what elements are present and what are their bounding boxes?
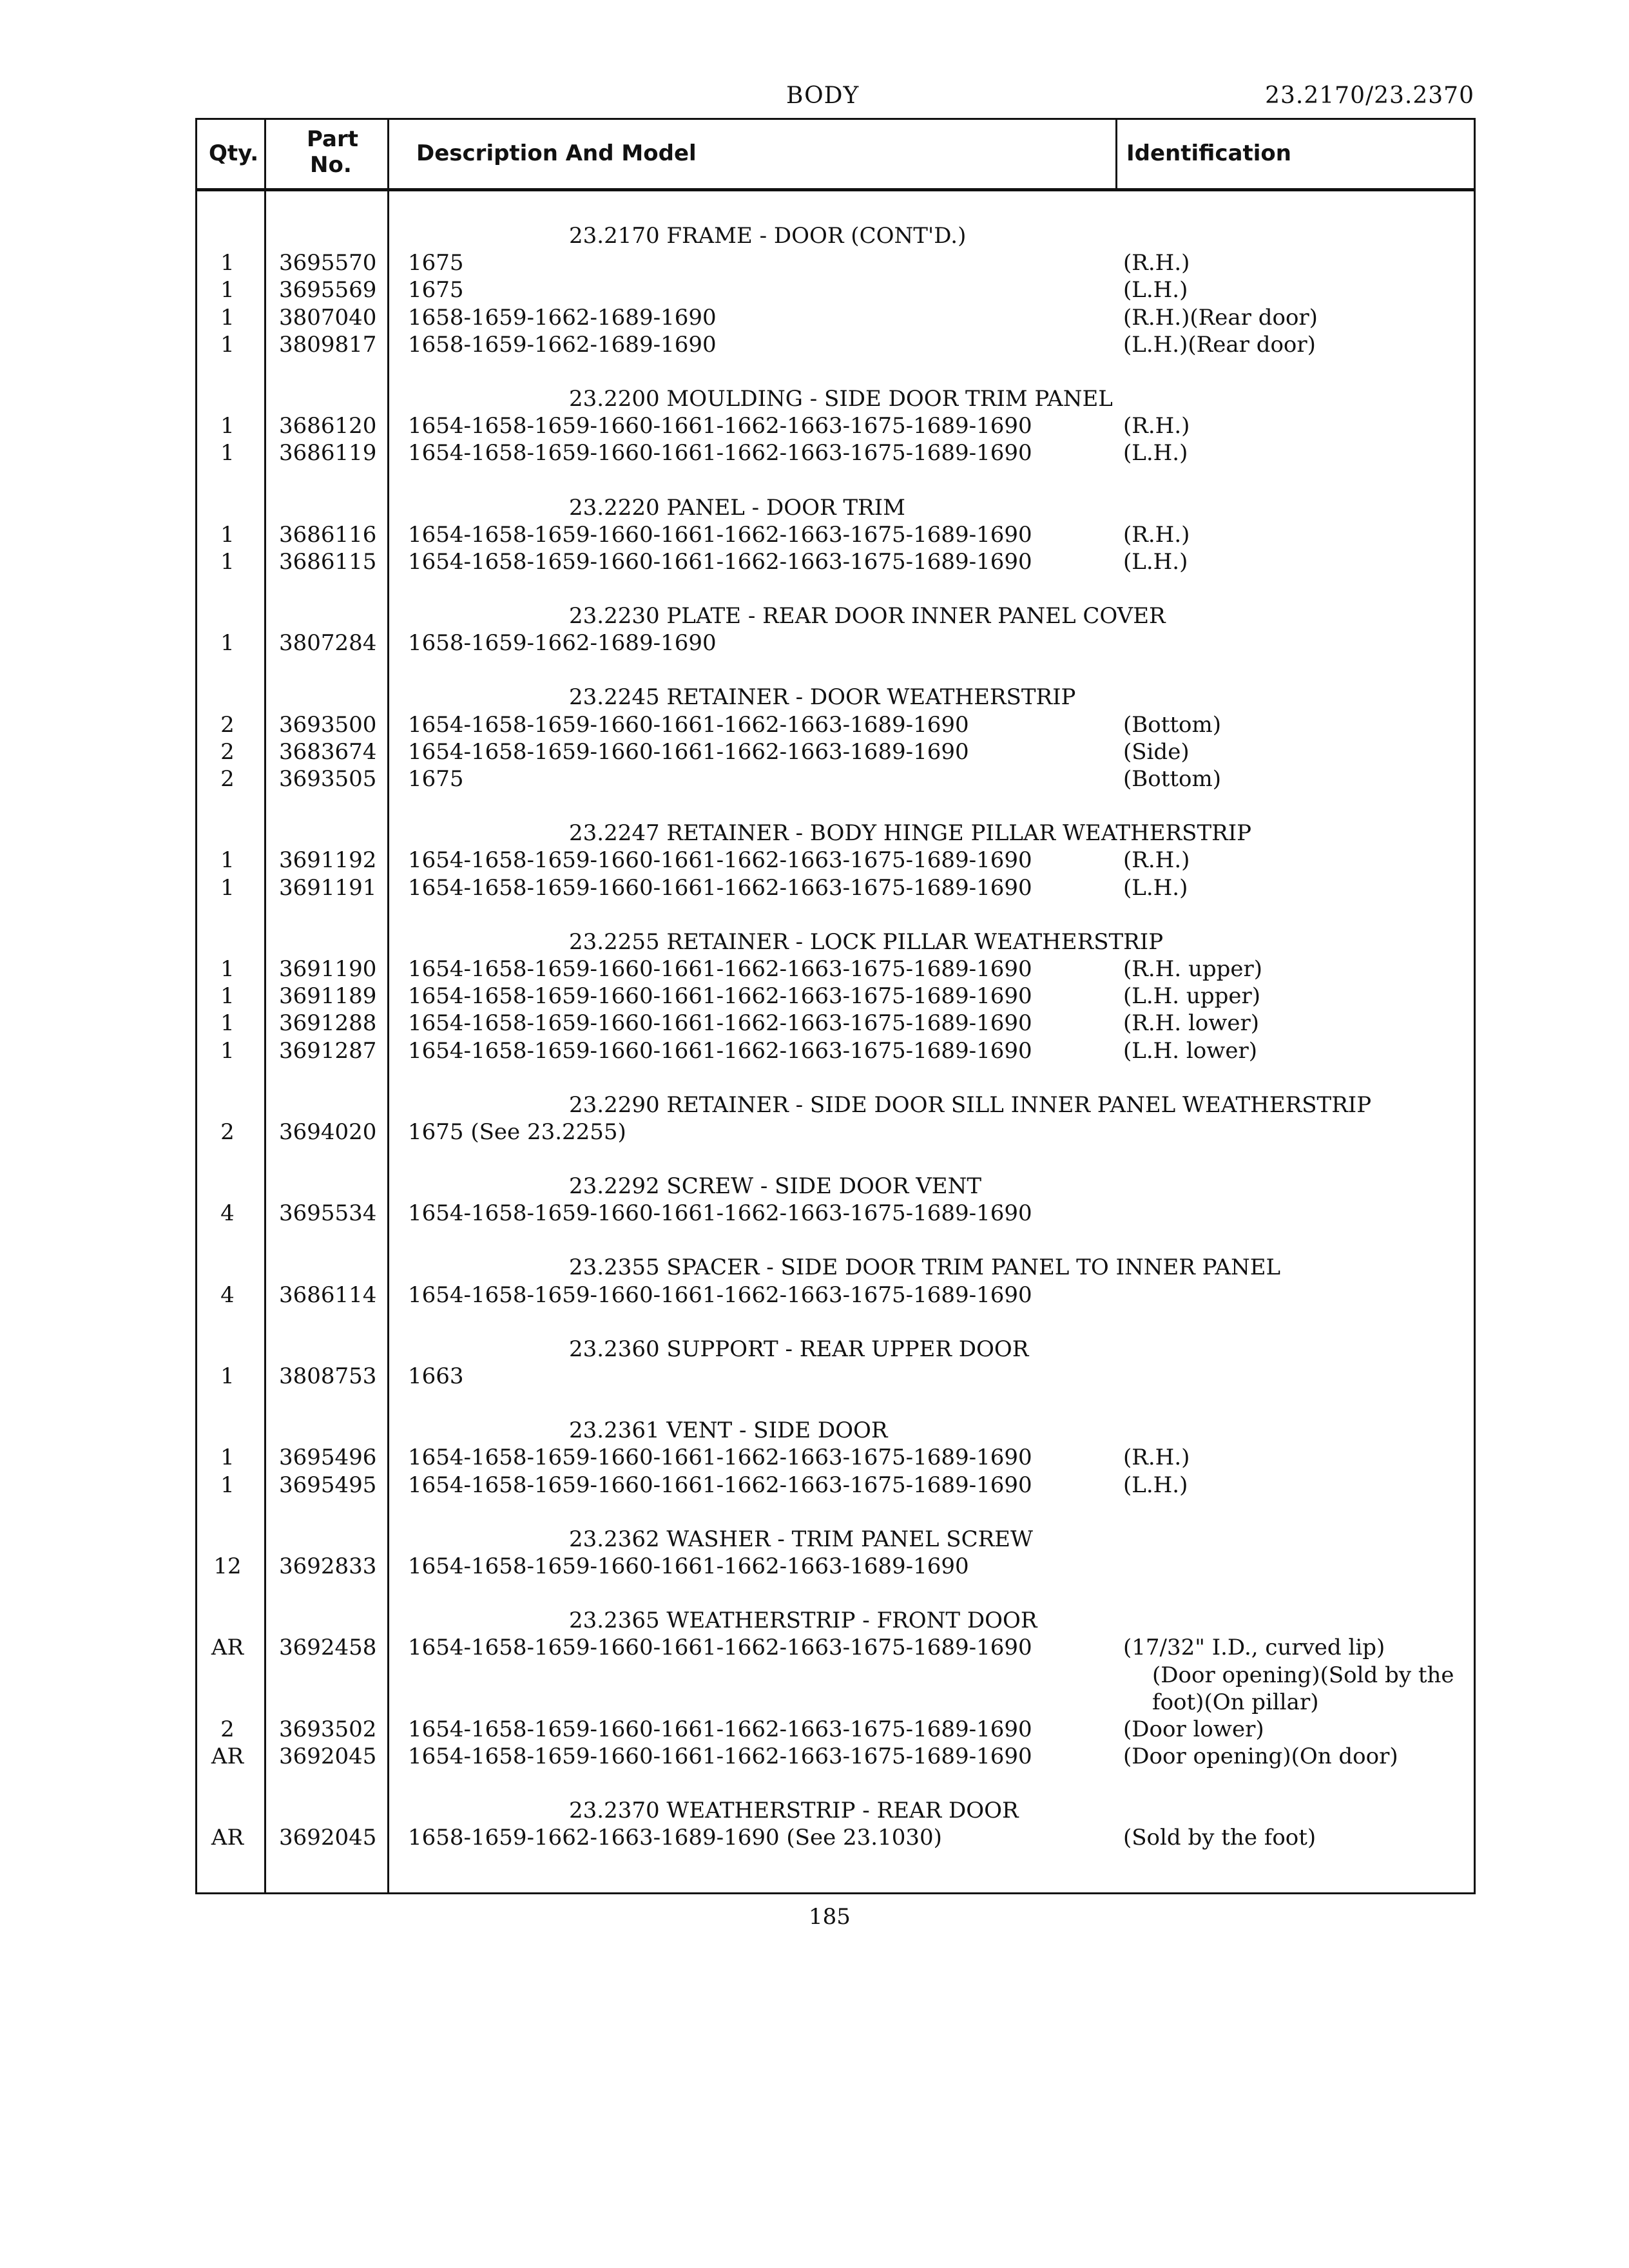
- group-title: 23.2290 RETAINER - SIDE DOOR SILL INNER PANEL WEATHERSTRIP: [569, 1091, 1372, 1118]
- qty-cell: 12: [213, 1553, 242, 1579]
- identification-cell: (L.H. lower): [1123, 1037, 1258, 1064]
- identification-cell: (R.H.): [1123, 847, 1190, 874]
- qty-cell: 4: [220, 1282, 235, 1308]
- part-number-cell: 3695570: [279, 250, 377, 276]
- part-number-cell: 3695495: [279, 1472, 377, 1498]
- description-cell: 1675: [408, 277, 464, 303]
- part-number-cell: 3692458: [279, 1635, 377, 1661]
- part-number-cell: 3693505: [279, 766, 377, 792]
- table-row: [195, 1472, 1476, 1499]
- group-heading: [195, 1526, 1476, 1553]
- description-cell: 1675: [408, 766, 464, 792]
- identification-cell: (17/32" I.D., curved lip): [1123, 1635, 1385, 1661]
- qty-cell: 1: [220, 847, 235, 874]
- part-number-cell: 3692045: [279, 1744, 377, 1770]
- identification-cell: (Side): [1123, 738, 1190, 765]
- table-row: [195, 439, 1476, 466]
- table-row: [195, 1282, 1476, 1309]
- qty-cell: 2: [220, 1119, 235, 1145]
- table-row: [195, 1716, 1476, 1743]
- group-heading: [195, 222, 1476, 249]
- group-heading: [195, 928, 1476, 956]
- description-cell: 1654-1658-1659-1660-1661-1662-1663-1675-1689-1690: [408, 521, 1032, 548]
- description-cell: 1654-1658-1659-1660-1661-1662-1663-1675-1689-1690: [408, 1010, 1032, 1037]
- identification-cell: (R.H.): [1123, 250, 1190, 276]
- group-heading: [195, 385, 1476, 412]
- qty-cell: 1: [220, 1445, 235, 1471]
- identification-cell: (R.H. lower): [1123, 1010, 1260, 1037]
- identification-cell: (Door lower): [1123, 1716, 1264, 1742]
- part-number-cell: 3809817: [279, 331, 377, 358]
- column-header-part-line1: Part: [307, 126, 358, 152]
- description-cell: 1654-1658-1659-1660-1661-1662-1663-1675-1689-1690: [408, 847, 1032, 874]
- part-number-cell: 3693500: [279, 711, 377, 738]
- identification-cell: (Sold by the foot): [1123, 1825, 1316, 1851]
- part-number-cell: 3691287: [279, 1037, 377, 1064]
- description-cell: 1654-1658-1659-1660-1661-1662-1663-1689-1690: [408, 711, 969, 738]
- part-number-cell: 3686119: [279, 440, 377, 466]
- qty-cell: 2: [220, 1716, 235, 1742]
- group-heading: [195, 1173, 1476, 1200]
- identification-cell: (R.H.): [1123, 413, 1190, 439]
- table-row: [195, 1200, 1476, 1227]
- description-cell: 1658-1659-1662-1689-1690: [408, 630, 717, 657]
- qty-cell: 1: [220, 956, 235, 982]
- part-number-cell: 3694020: [279, 1119, 377, 1145]
- table-row: [195, 1037, 1476, 1064]
- group-title: 23.2170 FRAME - DOOR (CONT'D.): [569, 223, 967, 249]
- part-number-cell: 3691190: [279, 956, 377, 982]
- table-row: [195, 874, 1476, 901]
- identification-cell: (L.H.): [1123, 277, 1188, 303]
- qty-cell: 1: [220, 1037, 235, 1064]
- group-title: 23.2355 SPACER - SIDE DOOR TRIM PANEL TO INNER PANEL: [569, 1254, 1281, 1281]
- part-number-cell: 3695496: [279, 1445, 377, 1471]
- table-row: [195, 331, 1476, 358]
- identification-cell: (Bottom): [1123, 711, 1222, 738]
- table-row: [195, 1553, 1476, 1580]
- group-title: 23.2370 WEATHERSTRIP - REAR DOOR: [569, 1798, 1019, 1824]
- part-number-cell: 3691288: [279, 1010, 377, 1037]
- table-row: [195, 1743, 1476, 1770]
- description-cell: 1654-1658-1659-1660-1661-1662-1663-1675-1689-1690: [408, 874, 1032, 901]
- qty-cell: AR: [211, 1744, 244, 1770]
- qty-cell: AR: [211, 1635, 244, 1661]
- table-row: [195, 1444, 1476, 1471]
- table-row: [195, 1824, 1476, 1851]
- table-row: [195, 629, 1476, 657]
- part-number-cell: 3691191: [279, 874, 377, 901]
- group-heading: [195, 1254, 1476, 1281]
- table-row: [195, 847, 1476, 874]
- part-number-cell: 3686115: [279, 548, 377, 575]
- page-section-title: BODY: [786, 82, 860, 109]
- part-number-cell: 3686114: [279, 1282, 377, 1308]
- description-cell: 1658-1659-1662-1689-1690: [408, 331, 717, 358]
- qty-cell: 2: [220, 738, 235, 765]
- part-number-cell: 3807040: [279, 304, 377, 331]
- table-row: [195, 249, 1476, 276]
- qty-cell: 1: [220, 331, 235, 358]
- description-cell: 1675 (See 23.2255): [408, 1119, 626, 1145]
- identification-cell: (R.H.): [1123, 1445, 1190, 1471]
- part-number-cell: 3807284: [279, 630, 377, 657]
- qty-cell: 1: [220, 277, 235, 303]
- group-heading: [195, 1417, 1476, 1444]
- qty-cell: 1: [220, 630, 235, 657]
- description-cell: 1654-1658-1659-1660-1661-1662-1663-1675-1689-1690: [408, 1635, 1032, 1661]
- group-title: 23.2220 PANEL - DOOR TRIM: [569, 494, 905, 521]
- description-cell: 1654-1658-1659-1660-1661-1662-1663-1675-1689-1690: [408, 1744, 1032, 1770]
- identification-cell: (L.H.): [1123, 548, 1188, 575]
- description-cell: 1654-1658-1659-1660-1661-1662-1663-1675-1689-1690: [408, 440, 1032, 466]
- qty-cell: 1: [220, 874, 235, 901]
- table-row: [195, 1634, 1476, 1661]
- identification-cell-continued: foot)(On pillar): [1152, 1689, 1319, 1715]
- group-title: 23.2247 RETAINER - BODY HINGE PILLAR WEATHERSTRIP: [569, 820, 1252, 847]
- description-cell: 1663: [408, 1363, 464, 1389]
- identification-cell: (R.H.): [1123, 521, 1190, 548]
- group-title: 23.2361 VENT - SIDE DOOR: [569, 1418, 888, 1444]
- qty-cell: 2: [220, 766, 235, 792]
- group-heading: [195, 1797, 1476, 1824]
- table-row: [195, 1119, 1476, 1146]
- qty-cell: 1: [220, 1363, 235, 1389]
- header-rule: [197, 188, 1474, 191]
- description-cell: 1654-1658-1659-1660-1661-1662-1663-1689-1690: [408, 738, 969, 765]
- identification-cell: (L.H.)(Rear door): [1123, 331, 1316, 358]
- table-row-continuation: [195, 1662, 1476, 1689]
- table-row-continuation: [195, 1689, 1476, 1716]
- identification-cell: (R.H.)(Rear door): [1123, 304, 1318, 331]
- part-number-cell: 3808753: [279, 1363, 377, 1389]
- qty-cell: 1: [220, 413, 235, 439]
- description-cell: 1654-1658-1659-1660-1661-1662-1663-1675-1689-1690: [408, 1282, 1032, 1308]
- description-cell: 1654-1658-1659-1660-1661-1662-1663-1675-1689-1690: [408, 1037, 1032, 1064]
- qty-cell: AR: [211, 1825, 244, 1851]
- page-section-range: 23.2170/23.2370: [1265, 82, 1474, 109]
- description-cell: 1654-1658-1659-1660-1661-1662-1663-1675-1689-1690: [408, 1200, 1032, 1227]
- part-number-cell: 3695534: [279, 1200, 377, 1227]
- qty-cell: 1: [220, 983, 235, 1010]
- group-title: 23.2365 WEATHERSTRIP - FRONT DOOR: [569, 1608, 1037, 1634]
- group-heading: [195, 602, 1476, 629]
- qty-cell: 1: [220, 521, 235, 548]
- qty-cell: 2: [220, 711, 235, 738]
- table-row: [195, 711, 1476, 738]
- table-row: [195, 1363, 1476, 1390]
- group-title: 23.2292 SCREW - SIDE DOOR VENT: [569, 1173, 982, 1200]
- group-title: 23.2230 PLATE - REAR DOOR INNER PANEL COVER: [569, 603, 1166, 629]
- group-heading: [195, 1607, 1476, 1634]
- part-number-cell: 3691192: [279, 847, 377, 874]
- identification-cell: (L.H. upper): [1123, 983, 1260, 1010]
- group-heading: [195, 820, 1476, 847]
- page-number: 185: [809, 1904, 851, 1930]
- description-cell: 1654-1658-1659-1660-1661-1662-1663-1675-1689-1690: [408, 956, 1032, 982]
- group-heading: [195, 684, 1476, 711]
- qty-cell: 4: [220, 1200, 235, 1227]
- description-cell: 1658-1659-1662-1663-1689-1690 (See 23.1030): [408, 1825, 942, 1851]
- description-cell: 1654-1658-1659-1660-1661-1662-1663-1675-1689-1690: [408, 983, 1032, 1010]
- table-row: [195, 304, 1476, 331]
- part-number-cell: 3693502: [279, 1716, 377, 1742]
- table-row: [195, 765, 1476, 793]
- parts-list: [195, 222, 1476, 1852]
- identification-cell: (L.H.): [1123, 1472, 1188, 1498]
- qty-cell: 1: [220, 304, 235, 331]
- column-header-part-line2: No.: [310, 152, 352, 178]
- qty-cell: 1: [220, 1010, 235, 1037]
- group-heading: [195, 1091, 1476, 1119]
- table-row: [195, 521, 1476, 548]
- table-row: [195, 956, 1476, 983]
- identification-cell: (L.H.): [1123, 874, 1188, 901]
- group-title: 23.2360 SUPPORT - REAR UPPER DOOR: [569, 1336, 1029, 1362]
- identification-cell: (Bottom): [1123, 766, 1222, 792]
- description-cell: 1654-1658-1659-1660-1661-1662-1663-1675-1689-1690: [408, 1472, 1032, 1498]
- description-cell: 1654-1658-1659-1660-1661-1662-1663-1675-1689-1690: [408, 413, 1032, 439]
- column-header-qty: Qty.: [209, 140, 259, 166]
- table-row: [195, 548, 1476, 575]
- part-number-cell: 3692045: [279, 1825, 377, 1851]
- group-title: 23.2200 MOULDING - SIDE DOOR TRIM PANEL: [569, 385, 1113, 412]
- table-row: [195, 983, 1476, 1010]
- part-number-cell: 3692833: [279, 1553, 377, 1579]
- identification-cell: (Door opening)(On door): [1123, 1744, 1398, 1770]
- identification-cell: (R.H. upper): [1123, 956, 1263, 982]
- group-heading: [195, 494, 1476, 521]
- column-header-identification: Identification: [1126, 140, 1291, 166]
- table-row: [195, 412, 1476, 439]
- description-cell: 1675: [408, 250, 464, 276]
- column-divider-desc: [1115, 120, 1117, 188]
- table-row: [195, 276, 1476, 303]
- description-cell: 1654-1658-1659-1660-1661-1662-1663-1675-1689-1690: [408, 548, 1032, 575]
- part-number-cell: 3686120: [279, 413, 377, 439]
- part-number-cell: 3686116: [279, 521, 377, 548]
- description-cell: 1654-1658-1659-1660-1661-1662-1663-1675-1689-1690: [408, 1445, 1032, 1471]
- group-title: 23.2255 RETAINER - LOCK PILLAR WEATHERSTRIP: [569, 928, 1164, 955]
- group-title: 23.2245 RETAINER - DOOR WEATHERSTRIP: [569, 684, 1076, 711]
- table-row: [195, 1010, 1476, 1037]
- identification-cell-continued: (Door opening)(Sold by the: [1152, 1662, 1454, 1688]
- part-number-cell: 3691189: [279, 983, 377, 1010]
- qty-cell: 1: [220, 250, 235, 276]
- description-cell: 1654-1658-1659-1660-1661-1662-1663-1689-1690: [408, 1553, 969, 1579]
- group-title: 23.2362 WASHER - TRIM PANEL SCREW: [569, 1526, 1033, 1552]
- qty-cell: 1: [220, 548, 235, 575]
- part-number-cell: 3683674: [279, 738, 377, 765]
- description-cell: 1654-1658-1659-1660-1661-1662-1663-1675-1689-1690: [408, 1716, 1032, 1742]
- column-header-description: Description And Model: [416, 140, 697, 166]
- table-row: [195, 738, 1476, 765]
- description-cell: 1658-1659-1662-1689-1690: [408, 304, 717, 331]
- part-number-cell: 3695569: [279, 277, 377, 303]
- qty-cell: 1: [220, 440, 235, 466]
- identification-cell: (L.H.): [1123, 440, 1188, 466]
- group-heading: [195, 1336, 1476, 1363]
- qty-cell: 1: [220, 1472, 235, 1498]
